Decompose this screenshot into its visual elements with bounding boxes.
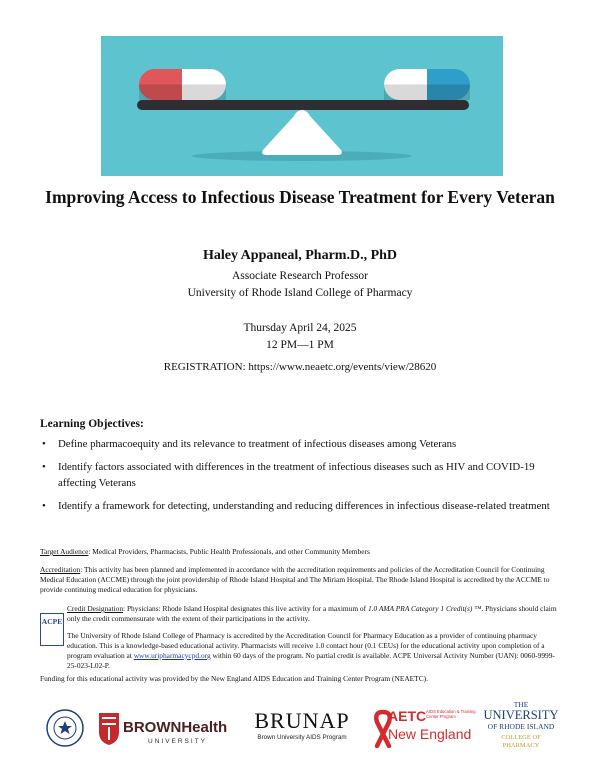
fulcrum-shape <box>262 110 342 155</box>
pharmacy-link[interactable]: www.uripharmacycpd.org <box>133 651 211 660</box>
credit-text-b: . Physicians should claim only the credit commensurate with the extent of their participations in the activity. <box>67 604 557 623</box>
speaker-affiliation: University of Rhode Island College of Pharmacy <box>187 287 413 299</box>
event-schedule <box>40 320 560 354</box>
hero-illustration <box>101 36 503 176</box>
target-audience <box>40 547 560 557</box>
balance-beam <box>137 100 469 110</box>
left-capsule <box>139 69 226 100</box>
aetc-region: New England <box>388 726 472 742</box>
right-capsule <box>384 69 470 100</box>
credit-italic: 1.0 AMA PRA Category 1 Credit(s) ™ <box>367 604 482 613</box>
audience-label: Target Audience <box>40 547 89 556</box>
speaker-name: Haley Appaneal, Pharm.D., PhD <box>202 248 398 263</box>
aetc-wordmark: AETC <box>388 708 427 724</box>
pharmacy-text-b: within 60 days of the program. No partial credit is available. ACPE Universal Activity Number (UAN): 0060-9999-25-023-L02-P. <box>67 651 555 670</box>
pharmacy-accreditation <box>67 631 560 671</box>
credit-text-a: : Physicians: Rhode Island Hospital designates this live activity for a maximum of <box>123 604 368 613</box>
brunap-wordmark: BRUNAP <box>254 708 350 733</box>
credit-label: Credit Designation <box>67 604 124 613</box>
pharmacy-text-a: The University of Rhode Island College of Pharmacy is accredited by the Accreditation Council for Pharmacy Education as a provider of continuing pharmacy education. This is a knowledge-based educational activity. Pharmacists will receive 1.0 contact hour (0.1 CEUs) for the educational activity upon completion of a program evaluation at <box>67 631 545 660</box>
event-date: Thursday April 24, 2025 <box>243 322 357 334</box>
uri-college: COLLEGE OF PHARMACY <box>501 734 541 749</box>
accreditation-text: : This activity has been planned and implemented in accordance with the accreditation requirements and policies of the Accreditation Council for Continuing Medical Education (ACCME) through the joint providership of Rhode Island Hospital and The Miriam Hospital. The Rhode Island Hospital is accredited by the ACCME to provide continuing medical education for physicians. <box>40 565 550 594</box>
audience-text: : Medical Providers, Pharmacists, Public Health Professionals, and other Community Members <box>88 547 370 556</box>
sponsor-logos <box>40 700 562 766</box>
aetc-logo <box>370 706 476 754</box>
uri-the: THE <box>513 700 529 709</box>
speaker-details <box>40 268 560 302</box>
balance-scale-image <box>101 36 503 176</box>
funding-statement: Funding for this educational activity was provided by the New England AIDS Education and Training Center Program (NEAETC). <box>40 674 428 683</box>
uri-pharmacy-logo <box>480 700 562 764</box>
brown-health-wordmark: BROWNHealth <box>123 719 228 736</box>
brown-health-logo <box>98 710 226 750</box>
uri-name: UNIVERSITY <box>483 708 559 722</box>
shield-icon <box>98 712 120 746</box>
page-title: Improving Access to Infectious Disease Treatment for Every Veteran <box>45 187 555 207</box>
objective-item: • Identify a framework for detecting, understanding and reducing differences in infectious disease-related treatment <box>40 498 570 514</box>
event-time: 12 PM—1 PM <box>266 339 334 351</box>
acpe-logo: ACPE <box>40 613 64 646</box>
objective-item: • Define pharmacoequity and its relevance to treatment of infectious diseases among Veterans <box>40 436 570 452</box>
objectives-list <box>40 436 570 521</box>
registration-link[interactable]: REGISTRATION: https://www.neaetc.org/events/view/28620 <box>163 361 437 373</box>
uri-state: OF RHODE ISLAND <box>487 722 555 731</box>
brown-health-subtitle: UNIVERSITY <box>148 738 208 745</box>
objective-item: • Identify factors associated with differences in the treatment of infectious diseases such as HIV and COVID-19 affecting Veterans <box>40 459 570 491</box>
seal-icon <box>46 709 84 747</box>
objectives-heading: Learning Objectives: <box>40 418 144 430</box>
brunap-subtitle: Brown University AIDS Program <box>257 734 347 741</box>
brunap-logo <box>246 708 358 752</box>
credit-designation <box>67 604 560 624</box>
speaker-position: Associate Research Professor <box>231 270 369 282</box>
aetc-subtitle: AIDS Education & Training Center Program <box>426 709 476 719</box>
ri-health-seal-logo <box>46 709 84 747</box>
accreditation-statement <box>40 565 560 595</box>
accreditation-label: Accreditation <box>40 565 81 574</box>
